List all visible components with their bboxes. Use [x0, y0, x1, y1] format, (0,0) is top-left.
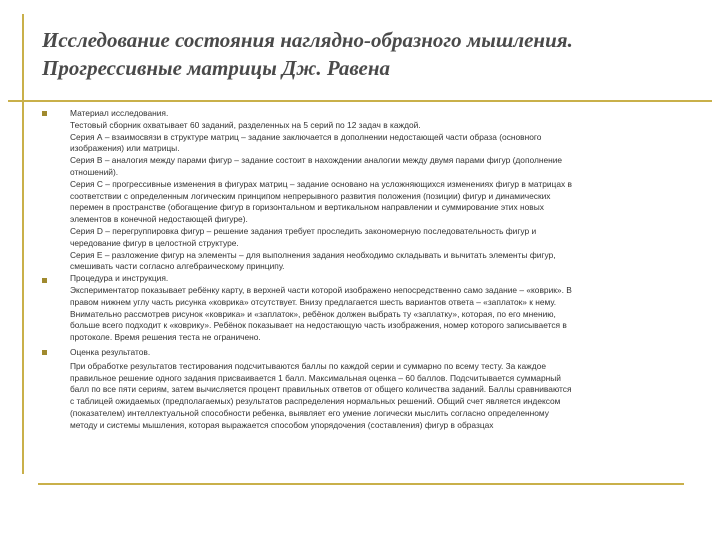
section-heading: Процедура и инструкция. — [70, 273, 169, 284]
square-bullet-icon — [42, 278, 47, 283]
text-line: изображения) или матрицы. — [70, 143, 180, 154]
text-line: Внимательно рассмотрев рисунок «коврика» и «заплаток», ребёнок должен выбрать ту «заплатку», которая, по его мнению, — [70, 308, 556, 319]
text-line: Серия D – перегруппировка фигур – решение задания требует проследить закономерную последовательность фигур и — [70, 225, 537, 236]
title-line-1: Исследование состояния наглядно-образного мышления. — [42, 28, 573, 52]
page-title — [42, 26, 702, 82]
text-line: отношений). — [70, 166, 119, 177]
title-divider — [8, 100, 712, 102]
text-line: больше всего подходит к «коврику». Ребёнок показывает на недостающую часть изображения, номер которого записывается в — [70, 320, 567, 331]
bottom-divider — [38, 483, 684, 485]
text-line: с таблицей ожидаемых (предполагаемых) результатов распределения нормальных решений. Общий счет является индексом — [70, 396, 561, 407]
text-line: Серия А – взаимосвязи в структуре матриц – задание заключается в дополнении недостающей части образа (основного — [70, 131, 542, 142]
text-line: Тестовый сборник охватывает 60 заданий, разделенных на 5 серий по 12 задач в каждой. — [70, 119, 421, 130]
text-line: смешивать части согласно алгебраическому принципу. — [70, 261, 285, 272]
text-line: Серия С – прогрессивные изменения в фигурах матриц – задание основано на усложняющихся изменениях фигур в матрицах в — [70, 178, 572, 189]
title-line-2: Прогрессивные матрицы Дж. Равена — [42, 56, 391, 80]
text-line: правильное решение одного задания присваивается 1 балл. Максимальная оценка – 60 баллов. Подсчитывается суммарный — [70, 372, 561, 383]
left-accent-line — [22, 14, 24, 474]
square-bullet-icon — [42, 111, 47, 116]
text-line: протоколе. Время решения теста не ограничено. — [70, 332, 261, 343]
text-line: балл по все пяти сериям, затем вычисляется процент правильных ответов от общего количества заданий. Баллы сравниваются — [70, 384, 572, 395]
square-bullet-icon — [42, 350, 47, 355]
text-line: Экспериментатор показывает ребёнку карту, в верхней части которой изображено непосредственно само задание – «коврик». В — [70, 284, 572, 295]
section-procedure — [42, 273, 684, 344]
section-heading: Оценка результатов. — [70, 346, 151, 357]
section-evaluation — [42, 347, 684, 432]
text-line: элементов в конечной недостающей фигуре). — [70, 214, 248, 225]
text-line: перемен в пространстве (обогащение фигур в горизонтальном и вертикальном направлении и суммирование этих новых — [70, 202, 544, 213]
text-line: При обработке результатов тестирования подсчитываются баллы по каждой серии и суммарно по всему тесту. За каждое — [70, 360, 546, 371]
text-line: чередование фигур в целостной структуре. — [70, 237, 239, 248]
text-line: (показателем) интеллектуальной способности ребенка, выявляет его умение логически мыслить согласно определенному — [70, 407, 549, 418]
section-heading: Материал исследования. — [70, 108, 169, 118]
text-line: методу и системы мышления, которая выражается способом упорядочения (составления) фигур в образцах — [70, 419, 494, 430]
slide-content — [42, 108, 684, 432]
text-line: соответствии с определенным логическим принципом непрерывного развития положения (позиции) фигур и динамических — [70, 190, 551, 201]
text-line: правом нижнем углу часть рисунка «коврика» отсутствует. Внизу предлагается шесть вариантов ответа – «заплаток» к нему. — [70, 296, 557, 307]
section-material — [42, 108, 684, 273]
text-line: Серия В – аналогия между парами фигур – задание состоит в нахождении аналогии между двумя парами фигур (дополнение — [70, 155, 563, 166]
text-line: Серия Е – разложение фигур на элементы – для выполнения задания необходимо складывать и вычитать элементы фигур, — [70, 249, 556, 260]
